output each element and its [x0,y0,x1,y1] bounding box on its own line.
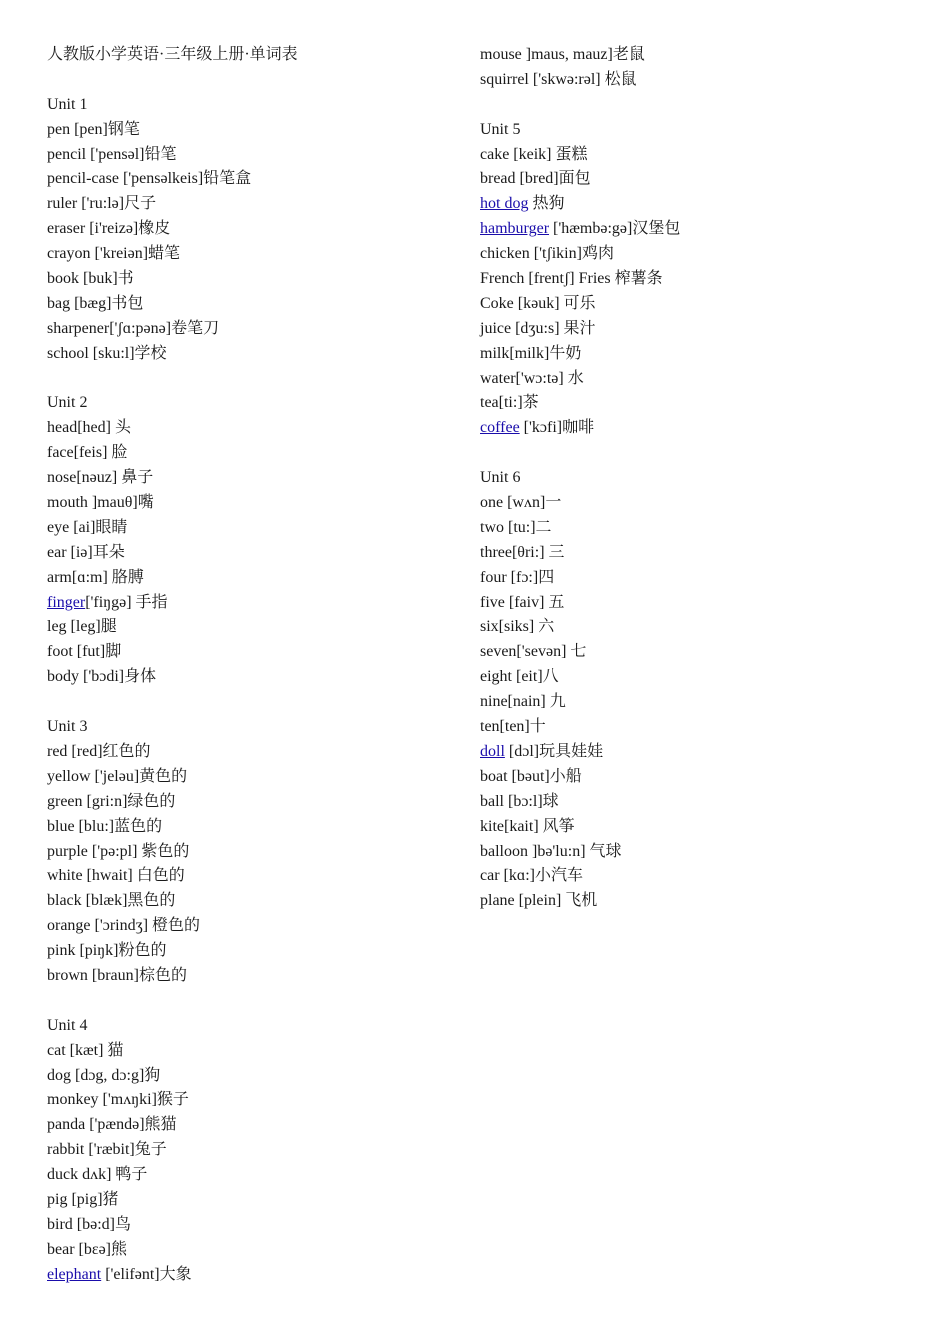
word-entry: yellow ['jeləu]黄色的 [47,767,188,785]
word-entry: pen [pen]钢笔 [47,120,140,138]
word-entry: French [frentʃ] Fries 榨薯条 [480,270,663,288]
word-link[interactable]: elephant [47,1265,102,1283]
word-entry: bag [bæg]书包 [47,294,144,312]
word-link[interactable]: hamburger [480,220,550,238]
word-entry: face[feis] 脸 [47,444,128,462]
unit-heading: Unit 2 [47,394,88,412]
word-entry: squirrel ['skwə:rəl] 松鼠 [480,70,637,88]
document-title: 人教版小学英语·三年级上册·单词表 [47,46,298,63]
word-entry: sharpener['ʃɑ:pənə]卷笔刀 [47,319,220,337]
word-entry: red [red]红色的 [47,742,151,760]
word-entry: nose[nəuz] 鼻子 [47,469,154,487]
word-entry: dog [dɔg, dɔ:g]狗 [47,1066,161,1084]
word-entry: six[siks] 六 [480,618,555,636]
word-entry: ten[ten]十 [480,718,546,736]
unit-heading: Unit 4 [47,1016,88,1034]
word-entry: green [gri:n]绿色的 [47,792,176,810]
unit-heading: Unit 1 [47,95,88,113]
word-entry: pencil-case ['pensəlkeis]铅笔盒 [47,170,252,188]
word-definition: ['elifənt]大象 [101,1265,192,1283]
word-entry: nine[nain] 九 [480,693,566,711]
word-link[interactable]: coffee [480,419,520,437]
word-entry: head[hed] 头 [47,419,131,437]
word-entry: blue [blu:]蓝色的 [47,817,163,835]
word-entry [480,217,920,242]
word-entry: milk[milk]牛奶 [480,344,582,362]
word-entry: ruler ['ru:lə]尺子 [47,195,157,213]
word-entry [480,416,920,441]
word-entry: water['wɔ:tə] 水 [480,369,584,387]
word-entry: balloon ]bə'lu:n] 气球 [480,842,622,860]
word-entry: bird [bə:d]鸟 [47,1215,131,1233]
word-entry: boat [bəut]小船 [480,767,582,785]
word-entry: white [hwait] 白色的 [47,867,185,885]
word-entry: kite[kait] 风筝 [480,817,575,835]
word-entry: eye [ai]眼睛 [47,518,128,536]
word-entry: foot [fut]脚 [47,643,122,661]
word-entry: bread [bred]面包 [480,170,591,188]
word-entry [47,1263,447,1288]
word-entry: mouse ]maus, mauz]老鼠 [480,46,645,63]
word-entry [47,591,447,616]
word-entry: school [sku:l]学校 [47,344,167,362]
word-entry [480,740,920,765]
word-entry: orange ['ɔrindʒ] 橙色的 [47,917,201,935]
word-entry: two [tu:]二 [480,518,552,536]
word-entry: bear [bεə]熊 [47,1240,128,1258]
word-entry: five [faiv] 五 [480,593,565,611]
word-entry: ear [iə]耳朵 [47,543,125,561]
word-entry: arm[ɑ:m] 胳膊 [47,568,144,586]
word-entry: cat [kæt] 猫 [47,1041,124,1059]
word-entry: mouth ]mauθ]嘴 [47,494,154,512]
word-entry: one [wʌn]一 [480,494,562,512]
word-entry: book [buk]书 [47,270,134,288]
word-entry: eight [eit]八 [480,668,559,686]
word-entry: body ['bɔdi]身体 [47,668,157,686]
word-entry: car [kɑ:]小汽车 [480,867,584,885]
word-entry: crayon ['kreiən]蜡笔 [47,245,181,263]
word-entry: leg [leg]腿 [47,618,117,636]
word-entry: ball [bɔ:l]球 [480,792,559,810]
word-entry: juice [dʒu:s] 果汁 [480,319,596,337]
word-entry: four [fɔ:]四 [480,568,555,586]
word-entry: rabbit ['ræbit]兔子 [47,1141,167,1159]
word-entry: black [blæk]黑色的 [47,892,176,910]
word-entry: panda ['pændə]熊猫 [47,1116,177,1134]
word-entry [480,192,920,217]
word-entry: cake [keik] 蛋糕 [480,145,588,163]
word-definition: 热狗 [528,195,565,213]
word-definition: ['kɔfi]咖啡 [519,419,595,437]
right-column [480,43,920,914]
word-entry: purple ['pə:pl] 紫色的 [47,842,190,860]
word-entry: monkey ['mʌŋki]猴子 [47,1091,189,1109]
unit-heading: Unit 6 [480,469,521,487]
word-entry: three[θri:] 三 [480,543,565,561]
unit-heading: Unit 5 [480,120,521,138]
word-entry: seven['sevən] 七 [480,643,587,661]
word-definition: [dɔl]玩具娃娃 [504,742,604,760]
word-entry: Coke [kəuk] 可乐 [480,294,596,312]
word-entry: brown [braun]棕色的 [47,966,187,984]
word-entry: chicken ['tʃikin]鸡肉 [480,245,614,263]
word-definition: ['fiŋgə] 手指 [85,593,168,611]
word-definition: ['hæmbə:gə]汉堡包 [549,220,681,238]
word-entry: pig [pig]猪 [47,1190,119,1208]
word-link[interactable]: doll [480,742,505,760]
left-column [47,43,447,1288]
word-entry: eraser [i'reizə]橡皮 [47,220,171,238]
word-link[interactable]: hot dog [480,195,529,213]
word-entry: tea[ti:]茶 [480,394,539,412]
word-entry: pink [piŋk]粉色的 [47,942,167,960]
word-entry: duck dʌk] 鸭子 [47,1166,148,1184]
word-link[interactable]: finger [47,593,86,611]
unit-heading: Unit 3 [47,718,88,736]
word-entry: pencil ['pensəl]铅笔 [47,145,177,163]
word-entry: plane [plein] 飞机 [480,892,598,910]
